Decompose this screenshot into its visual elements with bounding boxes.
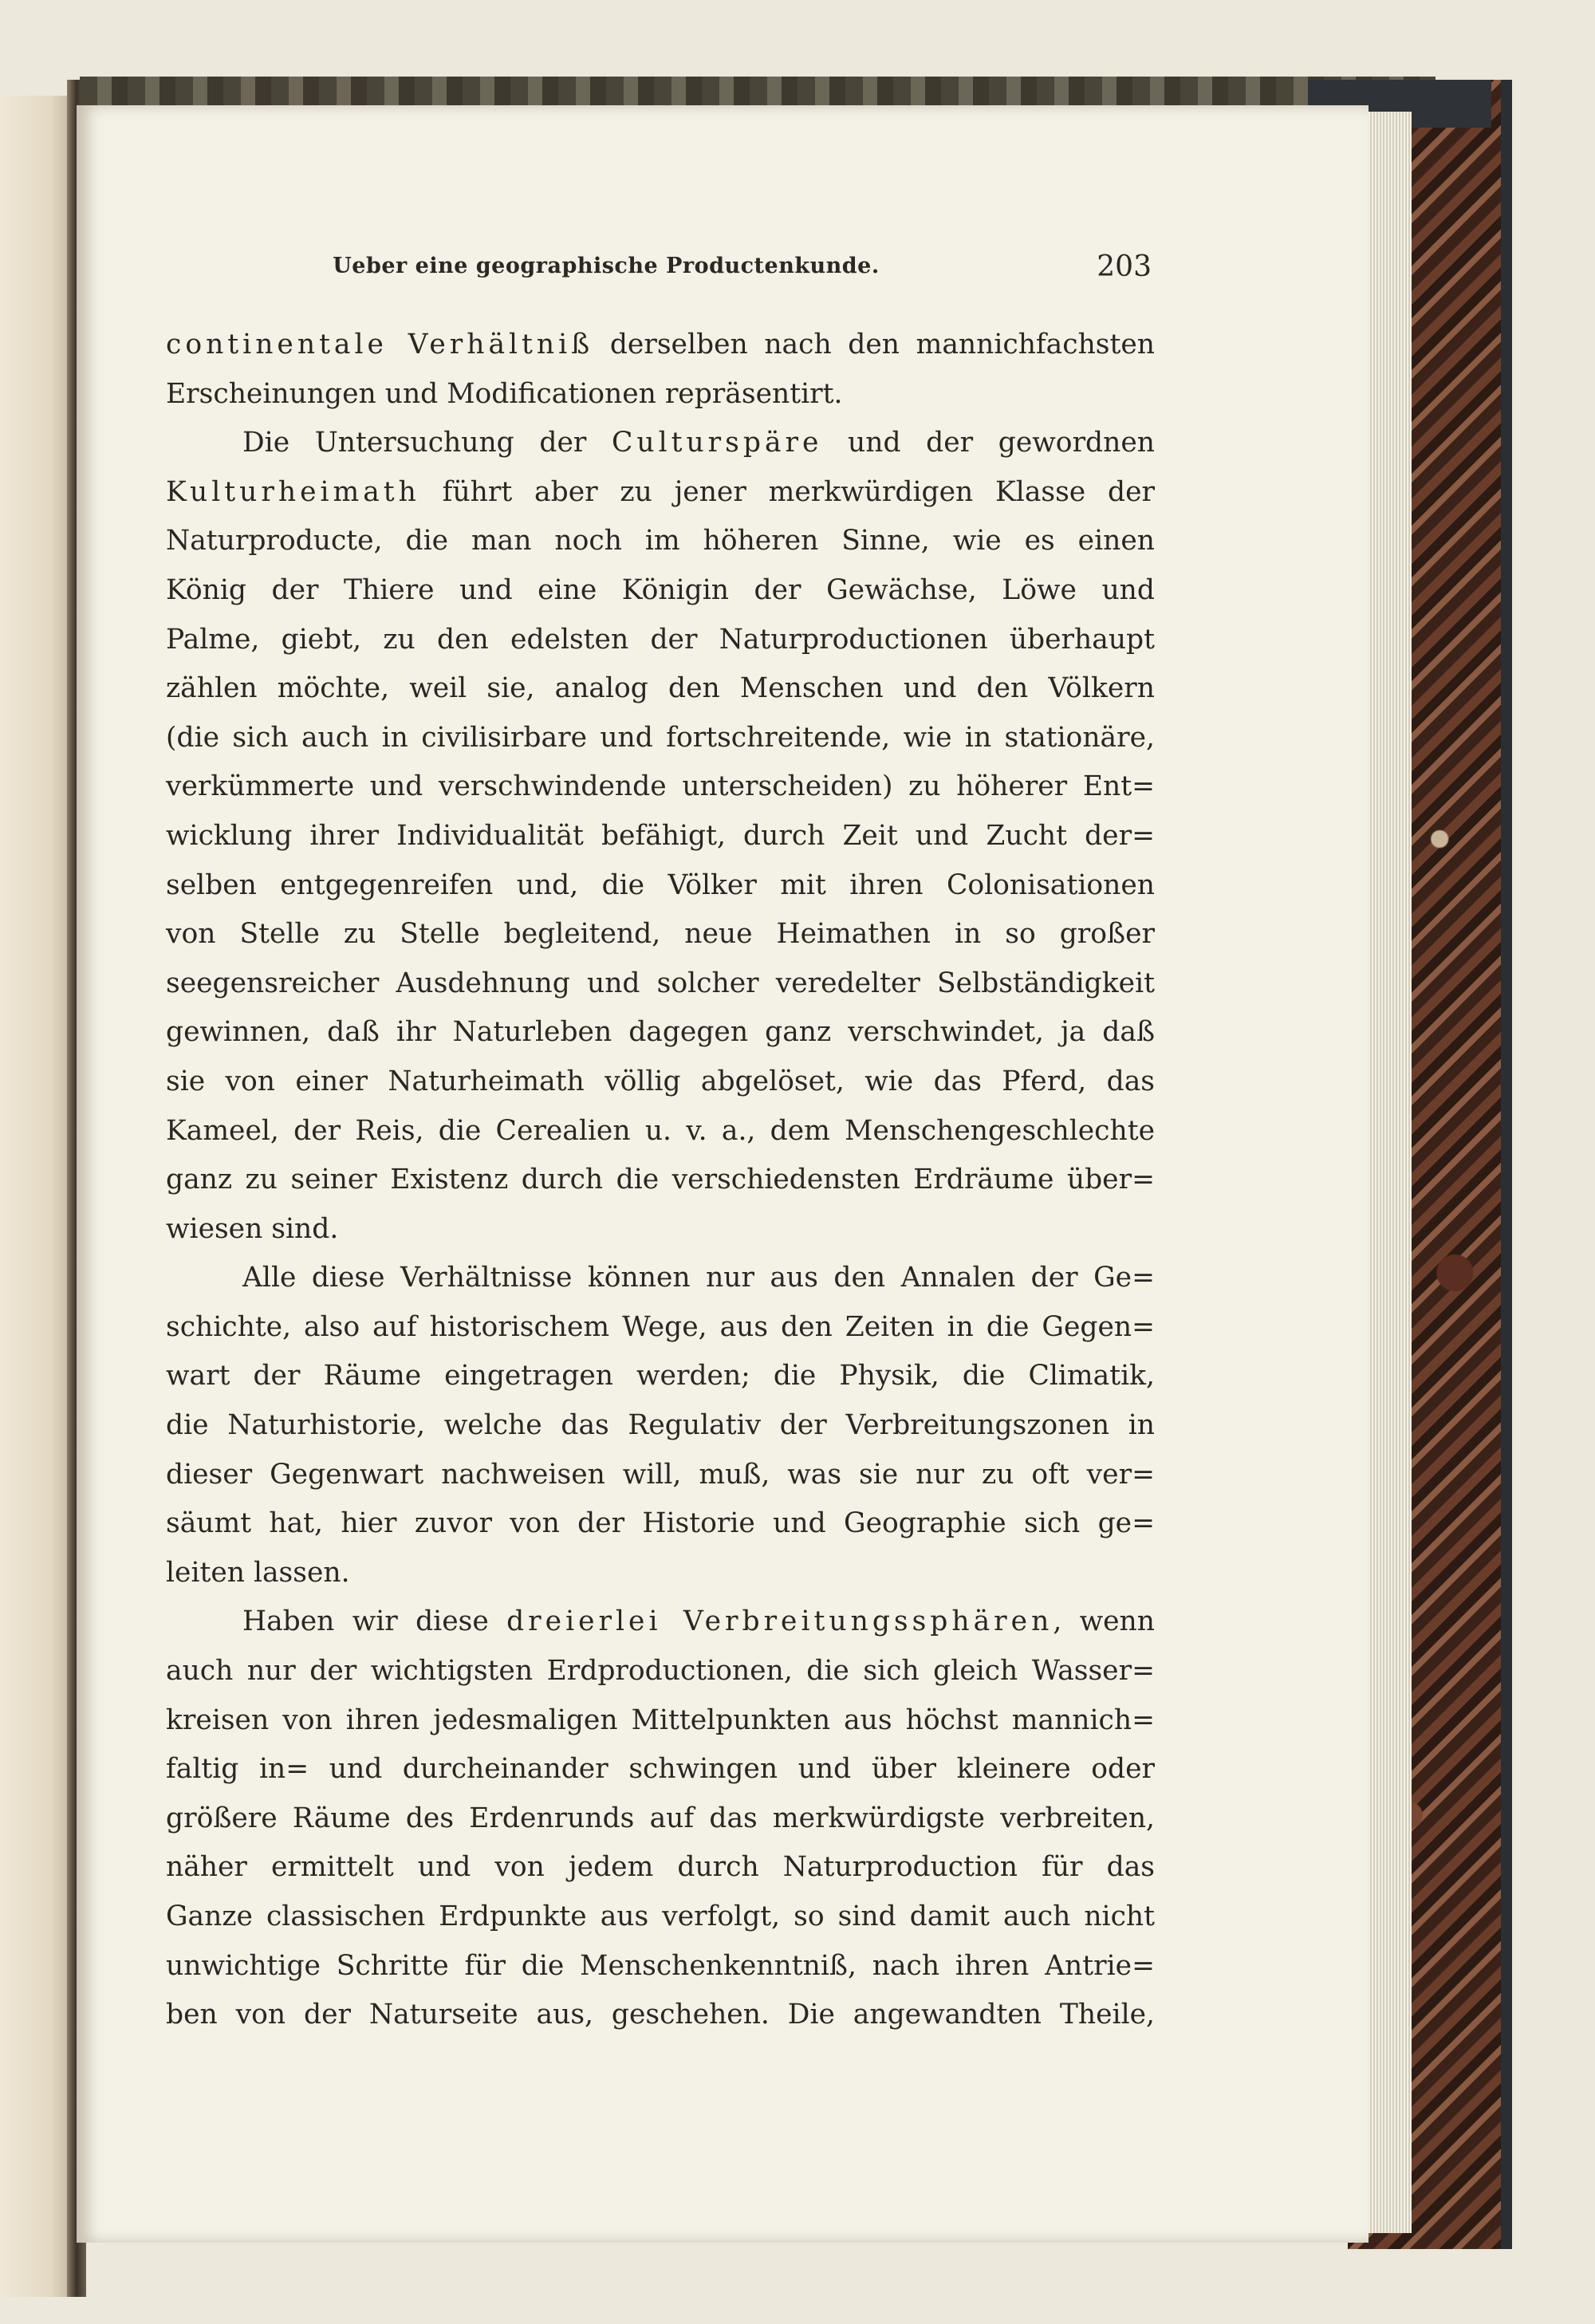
text-segment: verkümmerte und verschwindende unterscheiden) zu höherer Ent= xyxy=(166,770,1155,803)
spaced-emphasis: dreierlei Verbreitungssphären xyxy=(506,1605,1053,1638)
text-segment: dieser Gegenwart nachweisen will, muß, was sie nur zu oft ver= xyxy=(166,1458,1155,1491)
text-line xyxy=(166,419,1155,468)
text-line xyxy=(166,468,1155,518)
text-line xyxy=(166,616,1155,665)
text-line xyxy=(166,1991,1155,2040)
text-line xyxy=(166,1451,1155,1500)
text-segment: ben von der Naturseite aus, geschehen. Die angewandten Theile, xyxy=(166,1999,1155,2031)
text-segment: auch nur der wichtigsten Erdproductionen, die sich gleich Wasser= xyxy=(166,1655,1155,1688)
text-segment: und der gewordnen xyxy=(822,427,1155,459)
text-line xyxy=(166,1549,1155,1598)
text-line xyxy=(166,1352,1155,1401)
body-text xyxy=(166,321,1155,2040)
text-line xyxy=(166,1401,1155,1451)
text-segment: Alle diese Verhältnisse können nur aus den Annalen der Ge= xyxy=(242,1262,1155,1294)
text-line xyxy=(166,910,1155,959)
text-segment: größere Räume des Erdenrunds auf das merkwürdigste verbreiten, xyxy=(166,1802,1155,1834)
text-line xyxy=(166,1156,1155,1205)
text-segment: faltig in= und durcheinander schwingen und über kleinere oder xyxy=(166,1753,1155,1786)
text-line xyxy=(166,714,1155,763)
text-line xyxy=(166,321,1155,370)
text-segment: Erscheinungen und Modificationen repräsentirt. xyxy=(166,377,843,410)
text-segment: wicklung ihrer Individualität befähigt, durch Zeit und Zucht der= xyxy=(166,819,1155,852)
text-segment: von Stelle zu Stelle begleitend, neue Heimathen in so großer xyxy=(166,918,1155,951)
text-line xyxy=(166,1303,1155,1353)
text-segment: Naturproducte, die man noch im höheren Sinne, wie es einen xyxy=(166,525,1155,557)
text-line xyxy=(166,566,1155,616)
text-segment: Die Untersuchung der xyxy=(242,427,612,459)
text-segment: führt aber zu jener merkwürdigen Klasse der xyxy=(419,475,1155,508)
text-segment: zählen möchte, weil sie, analog den Menschen und den Völkern xyxy=(166,672,1155,705)
spaced-emphasis: Kulturheimath xyxy=(166,475,420,508)
text-segment: sie von einer Naturheimath völlig abgelöset, wie das Pferd, das xyxy=(166,1065,1155,1097)
running-title: Ueber eine geographische Productenkunde. xyxy=(333,254,880,278)
text-segment: (die sich auch in civilisirbare und fortschreitende, wie in stationäre, xyxy=(166,721,1155,754)
text-line xyxy=(166,861,1155,911)
text-line xyxy=(166,1254,1155,1303)
text-line xyxy=(166,664,1155,714)
text-segment: wart der Räume eingetragen werden; die Physik, die Climatik, xyxy=(166,1360,1155,1392)
text-line xyxy=(166,812,1155,861)
text-segment: Kameel, der Reis, die Cerealien u. v. a., dem Menschengeschlechte xyxy=(166,1114,1155,1147)
text-line xyxy=(166,1107,1155,1156)
spaced-emphasis: Culturspäre xyxy=(611,427,823,459)
text-line xyxy=(166,959,1155,1009)
text-segment: gewinnen, daß ihr Naturleben dagegen ganz verschwindet, ja daß xyxy=(166,1016,1155,1049)
spaced-emphasis: continentale Verhältniß xyxy=(166,329,594,360)
text-segment: derselben nach den mannichfachsten xyxy=(593,329,1156,360)
text-line xyxy=(166,1893,1155,1942)
page-header xyxy=(191,250,1152,289)
text-segment: Palme, giebt, zu den edelsten der Naturproductionen überhaupt xyxy=(166,623,1155,656)
text-line xyxy=(166,1058,1155,1107)
text-line xyxy=(166,1745,1155,1794)
text-segment: König der Thiere und eine Königin der Gewächse, Löwe und xyxy=(166,573,1155,606)
text-segment: wiesen sind. xyxy=(166,1212,339,1245)
text-line xyxy=(166,370,1155,420)
text-line xyxy=(166,517,1155,566)
text-line xyxy=(166,1205,1155,1255)
text-segment: , wenn xyxy=(1053,1605,1155,1638)
text-line xyxy=(166,1008,1155,1058)
text-line xyxy=(166,1942,1155,1991)
text-line xyxy=(166,762,1155,812)
text-segment: die Naturhistorie, welche das Regulativ der Verbreitungszonen in xyxy=(166,1409,1155,1442)
text-segment: Haben wir diese xyxy=(242,1605,507,1638)
text-segment: unwichtige Schritte für die Menschenkenntniß, nach ihren Antrie= xyxy=(166,1949,1155,1982)
text-segment: leiten lassen. xyxy=(166,1556,350,1589)
text-segment: näher ermittelt und von jedem durch Naturproduction für das xyxy=(166,1851,1155,1884)
text-line xyxy=(166,1794,1155,1844)
text-segment: schichte, also auf historischem Wege, aus den Zeiten in die Gegen= xyxy=(166,1310,1155,1343)
text-segment: selben entgegenreifen und, die Völker mit ihren Colonisationen xyxy=(166,869,1155,901)
page-number: 203 xyxy=(1097,250,1152,283)
text-segment: seegensreicher Ausdehnung und solcher veredelter Selbständigkeit xyxy=(166,967,1155,999)
text-segment: kreisen von ihren jedesmaligen Mittelpunkten aus höchst mannich= xyxy=(166,1704,1155,1736)
text-segment: Ganze classischen Erdpunkte aus verfolgt, so sind damit auch nicht xyxy=(166,1901,1155,1932)
text-segment: säumt hat, hier zuvor von der Historie und Geographie sich ge= xyxy=(166,1507,1155,1540)
text-line xyxy=(166,1499,1155,1549)
text-line xyxy=(166,1647,1155,1696)
text-line xyxy=(166,1597,1155,1647)
text-line xyxy=(166,1843,1155,1893)
text-segment: ganz zu seiner Existenz durch die verschiedensten Erdräume über= xyxy=(166,1164,1155,1196)
facing-page-edge xyxy=(0,96,73,2297)
text-line xyxy=(166,1696,1155,1746)
